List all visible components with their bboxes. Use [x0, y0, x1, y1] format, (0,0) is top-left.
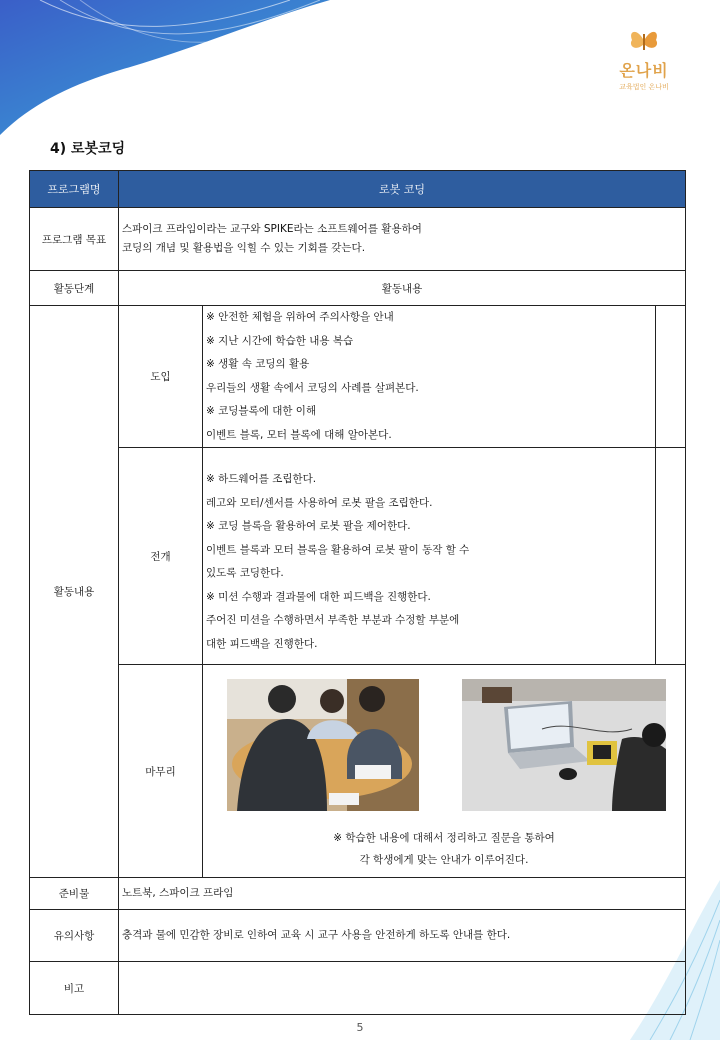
- program-name-label: 프로그램명: [30, 171, 119, 208]
- activity-label: 활동내용: [30, 306, 119, 878]
- program-name-value: 로봇 코딩: [119, 171, 686, 208]
- development-line: ※ 미션 수행과 결과물에 대한 피드백을 진행한다.: [206, 590, 431, 603]
- butterfly-icon: [624, 26, 664, 56]
- students-working-photo: [227, 679, 419, 811]
- stage-header-label: 활동단계: [30, 271, 119, 306]
- development-row: [30, 448, 686, 665]
- development-text: [203, 448, 656, 665]
- intro-label: 도입: [119, 306, 203, 448]
- intro-line: 이벤트 블록, 모터 블록에 대해 알아본다.: [206, 428, 392, 441]
- development-line: 레고와 모터/센서를 사용하여 로봇 팔을 조립한다.: [206, 496, 433, 509]
- page-number: 5: [356, 1021, 364, 1034]
- remarks-value: [119, 962, 686, 1015]
- logo-name: 온나비: [619, 61, 669, 80]
- goal-line: 스파이크 프라임이라는 교구와 SPIKE라는 소프트웨어를 활용하여: [122, 223, 422, 235]
- goal-label: 프로그램 목표: [30, 208, 119, 271]
- logo: [604, 26, 684, 92]
- materials-row: [30, 878, 686, 910]
- intro-line: ※ 생활 속 코딩의 활용: [206, 358, 310, 370]
- caption-line: 각 학생에게 맞는 안내가 이루어진다.: [359, 854, 529, 866]
- materials-value: 노트북, 스파이크 프라임: [119, 878, 686, 910]
- development-line: ※ 하드웨어를 조립한다.: [206, 473, 317, 485]
- program-table: [29, 170, 686, 1015]
- intro-empty-cell: [656, 306, 686, 448]
- goal-row: [30, 208, 686, 271]
- wave-decoration-top-left: [0, 0, 330, 140]
- intro-row: [30, 306, 686, 448]
- materials-label: 준비물: [30, 878, 119, 910]
- development-line: ※ 코딩 블록을 활용하여 로봇 팔을 제어한다.: [206, 520, 411, 532]
- intro-line: 우리들의 생활 속에서 코딩의 사례를 살펴본다.: [206, 381, 419, 394]
- caution-value: 충격과 물에 민감한 장비로 인하여 교육 시 교구 사용을 안전하게 하도록 안내를 한다.: [119, 910, 686, 962]
- intro-line: ※ 안전한 체험을 위하여 주의사항을 안내: [206, 311, 394, 323]
- closing-caption: [203, 827, 685, 877]
- caption-line: ※ 학습한 내용에 대해서 정리하고 질문을 통하여: [333, 832, 555, 844]
- development-label: 전개: [119, 448, 203, 665]
- remarks-row: [30, 962, 686, 1015]
- laptop-robot-photo: [462, 679, 666, 811]
- closing-row: [30, 665, 686, 878]
- stage-header-row: [30, 271, 686, 306]
- remarks-label: 비고: [30, 962, 119, 1015]
- intro-line: ※ 코딩블록에 대한 이해: [206, 405, 317, 417]
- goal-text: [119, 208, 686, 271]
- intro-text: [203, 306, 656, 448]
- goal-line: 코딩의 개념 및 활용법을 익힐 수 있는 기회를 갖는다.: [122, 242, 366, 254]
- caution-row: [30, 910, 686, 962]
- logo-subtitle: 교육법인 온나비: [619, 83, 669, 91]
- program-name-row: [30, 171, 686, 208]
- closing-label: 마무리: [119, 665, 203, 878]
- section-title: 4) 로봇코딩: [50, 141, 126, 157]
- development-empty-cell: [656, 448, 686, 665]
- intro-line: ※ 지난 시간에 학습한 내용 복습: [206, 334, 354, 347]
- closing-content: [203, 665, 686, 878]
- stage-header-value: 활동내용: [119, 271, 686, 306]
- caution-label: 유의사항: [30, 910, 119, 962]
- development-line: 대한 피드백을 진행한다.: [206, 637, 318, 650]
- development-line: 이벤트 블록과 모터 블록을 활용하여 로봇 팔이 동작 할 수: [206, 543, 470, 556]
- development-line: 주어진 미션을 수행하면서 부족한 부분과 수정할 부분에: [206, 614, 460, 626]
- development-line: 있도록 코딩한다.: [206, 567, 284, 579]
